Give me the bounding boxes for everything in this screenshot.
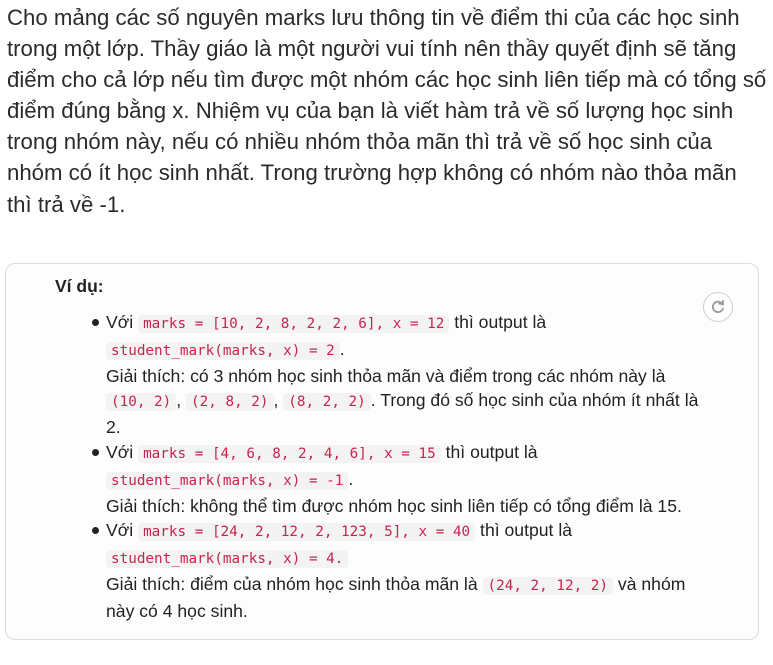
example-item-1 [106,310,716,440]
group-code: (8, 2, 2) [283,393,370,411]
example-item-2 [106,440,716,518]
example-explanation: Giải thích: có 3 nhóm học sinh thỏa mãn và điểm trong các nhóm này là (10, 2) , (2, 8, 2) , (8, 2, 2) . Trong đó số học sinh của nhóm ít nhất là 2. [106,365,699,438]
example-card [5,263,759,640]
group-code: (24, 2, 12, 2) [483,577,614,595]
output-code: student_mark(marks, x) = 2 [106,342,340,360]
example-statement: Với marks = [10, 2, 8, 2, 2, 6], x = 12 thì output là student_mark(marks, x) = 2 . [106,312,547,359]
example-statement: Với marks = [24, 2, 12, 2, 123, 5], x = 40 thì output là student_mark(marks, x) = 4. [106,520,573,568]
group-code: (2, 8, 2) [186,393,273,411]
input-code: marks = [10, 2, 8, 2, 2, 6], x = 12 [138,315,449,333]
example-list [106,310,716,624]
group-code: (10, 2) [106,393,176,411]
example-statement: Với marks = [4, 6, 8, 2, 4, 6], x = 15 thì output là student_mark(marks, x) = -1 . [106,441,538,489]
example-item-3 [106,518,716,623]
output-code: student_mark(marks, x) = -1 [106,472,348,490]
output-code: student_mark(marks, x) = 4. [106,550,348,568]
example-title: Ví dụ: [55,276,104,296]
problem-statement: Cho mảng các số nguyên marks lưu thông tin về điểm thi của các học sinh trong một lớp. Thầy giáo là một người vui tính nên thầy quyết định sẽ tăng điểm cho cả lớp nếu tìm được một nhóm các học sinh liên tiếp mà có tổng số điểm đúng bằng x. Nhiệm vụ của bạn là viết hàm trả về số lượng học sinh trong nhóm này, nếu có nhiều nhóm thỏa mãn thì trả về số học sinh của nhóm có ít học sinh nhất. Trong trường hợp không có nhóm nào thỏa mãn thì trả về -1. [7,5,767,217]
example-explanation: Giải thích: không thể tìm được nhóm học sinh liên tiếp có tổng điểm là 15. [106,495,682,516]
input-code: marks = [24, 2, 12, 2, 123, 5], x = 40 [138,523,475,541]
input-code: marks = [4, 6, 8, 2, 4, 6], x = 15 [138,445,441,463]
example-explanation: Giải thích: điểm của nhóm học sinh thỏa mãn là (24, 2, 12, 2) và nhóm này có 4 học sinh. [106,573,686,621]
